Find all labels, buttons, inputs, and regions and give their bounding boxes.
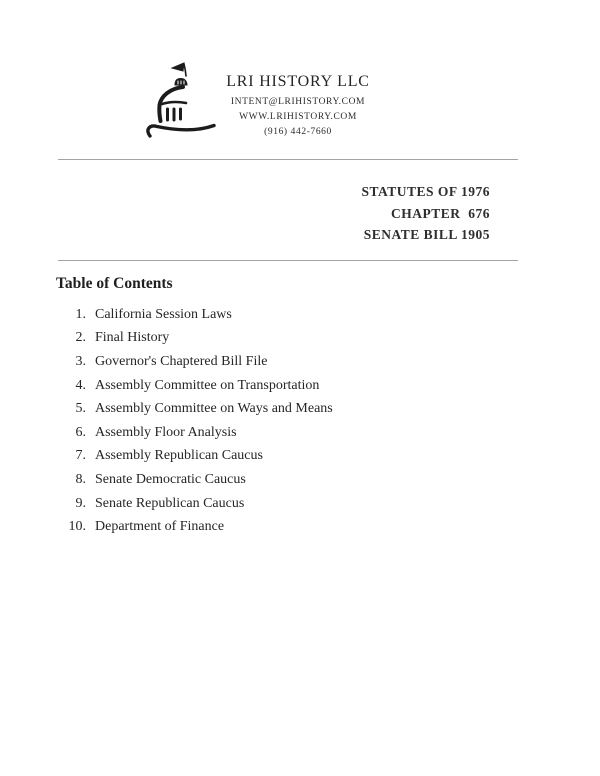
toc-item-label: Assembly Committee on Ways and Means	[95, 401, 333, 417]
statute-line: CHAPTER 676	[390, 205, 490, 221]
divider-bottom	[58, 260, 518, 261]
toc-item	[0, 350, 440, 374]
toc-item	[0, 492, 440, 516]
toc-item-label: Final History	[95, 330, 170, 346]
toc-item	[0, 303, 440, 327]
toc-item-number: 9.	[75, 495, 86, 511]
statute-line: STATUTES OF 1976	[361, 184, 490, 199]
toc-heading: Table of Contents	[56, 275, 173, 292]
letterhead	[203, 72, 393, 140]
statute-reference-block	[361, 181, 490, 246]
toc-item-number: 7.	[75, 448, 86, 464]
company-phone: (916) 442-7660	[264, 127, 332, 137]
toc-item-label: Senate Republican Caucus	[95, 495, 245, 511]
toc-item-label: Assembly Committee on Transportation	[95, 377, 320, 393]
toc-item-number: 5.	[75, 401, 86, 417]
toc-item-number: 10.	[68, 519, 86, 535]
toc-list	[0, 303, 440, 539]
toc-item-label: Department of Finance	[95, 519, 225, 535]
toc-item	[0, 468, 440, 492]
toc-item	[0, 374, 440, 398]
company-email: INTENT@LRIHISTORY.COM	[230, 97, 366, 107]
toc-item	[0, 397, 440, 421]
toc-item-number: 3.	[75, 353, 86, 369]
toc-item-label: Assembly Republican Caucus	[95, 448, 263, 464]
toc-item-label: Governor's Chaptered Bill File	[95, 353, 268, 369]
company-name: LRI HISTORY LLC	[226, 73, 370, 90]
toc-item-number: 1.	[75, 306, 86, 322]
toc-item-number: 4.	[75, 377, 86, 393]
toc-item	[0, 327, 440, 351]
toc-item	[0, 515, 440, 539]
toc-item	[0, 421, 440, 445]
toc-item-number: 6.	[75, 424, 86, 440]
divider-top	[58, 159, 518, 160]
toc-item-number: 8.	[75, 471, 86, 487]
toc-item-number: 2.	[75, 330, 86, 346]
toc-item	[0, 445, 440, 469]
toc-item-label: Assembly Floor Analysis	[95, 424, 237, 440]
toc-item-label: Senate Democratic Caucus	[95, 471, 246, 487]
toc-item-label: California Session Laws	[95, 306, 232, 322]
statute-line: SENATE BILL 1905	[363, 227, 490, 242]
company-website: WWW.LRIHISTORY.COM	[239, 112, 357, 122]
